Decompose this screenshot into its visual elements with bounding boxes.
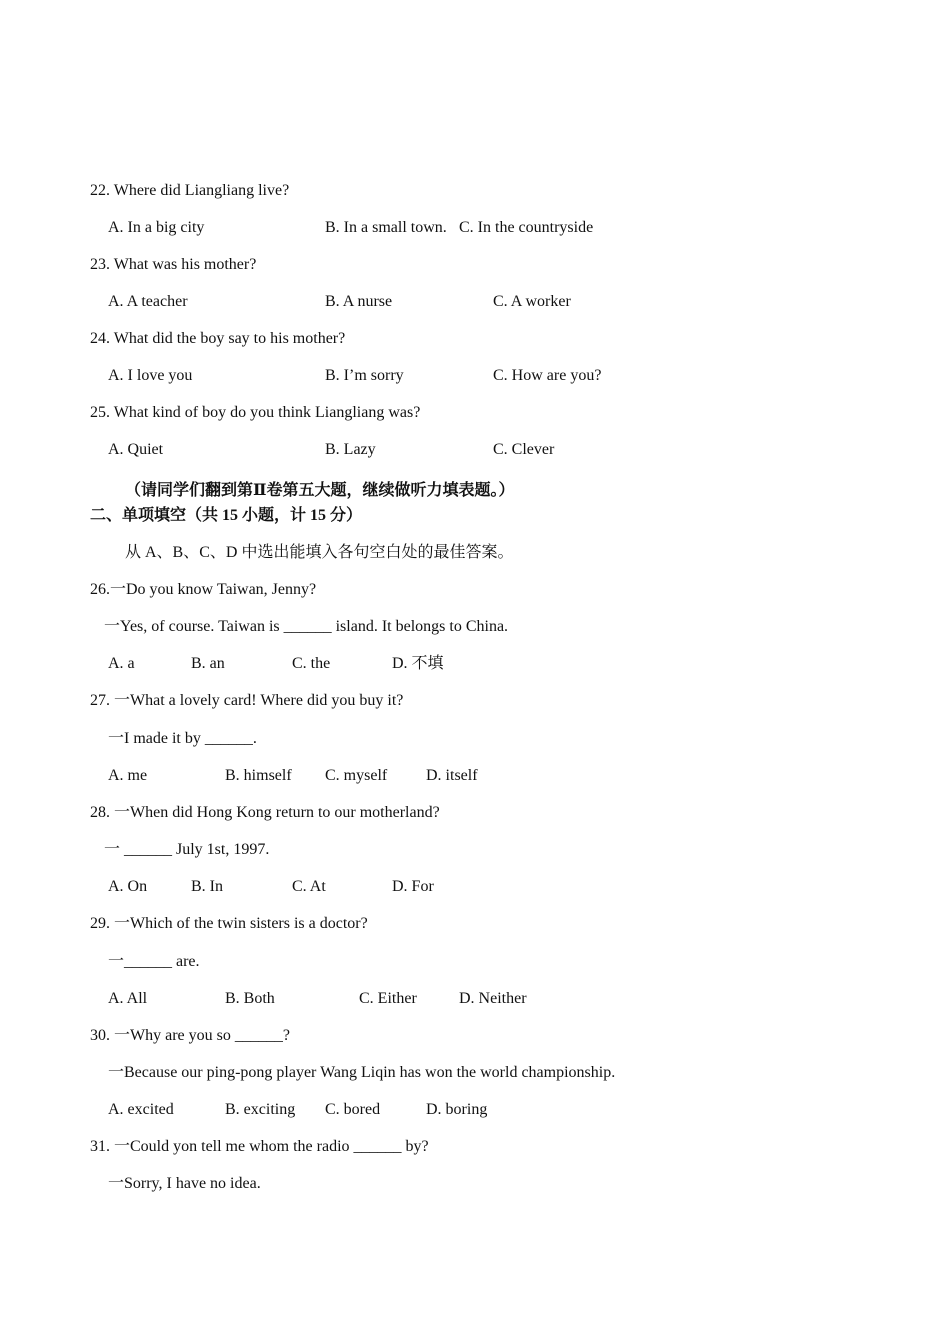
q24-option-b: B. I’m sorry [325, 367, 404, 384]
q28-option-d: D. For [392, 878, 434, 895]
q23-option-c: C. A worker [493, 293, 571, 310]
q28-option-c: C. At [292, 878, 326, 895]
q22-option-b: B. In a small town. [325, 219, 447, 236]
question-25: 25. What kind of boy do you think Liangliang was? [90, 404, 421, 421]
q30-option-d: D. boring [426, 1101, 488, 1118]
q28-option-b: B. In [191, 878, 223, 895]
q26-option-c: C. the [292, 655, 331, 672]
question-24: 24. What did the boy say to his mother? [90, 330, 346, 347]
q29-option-a: A. All [108, 990, 148, 1007]
question-31-response: 一Sorry, I have no idea. [108, 1175, 261, 1192]
q28-option-a: A. On [108, 878, 148, 895]
question-28-response: 一 ______ July 1st, 1997. [104, 841, 270, 858]
q22-option-a: A. In a big city [108, 219, 205, 236]
q24-option-c: C. How are you? [493, 367, 602, 384]
q29-option-c: C. Either [359, 990, 417, 1007]
q25-option-a: A. Quiet [108, 441, 164, 458]
q27-option-b: B. himself [225, 767, 292, 784]
question-22: 22. Where did Liangliang live? [90, 182, 290, 199]
section-2-heading: 二、单项填空（共 15 小题，计 15 分） [90, 507, 363, 524]
question-23: 23. What was his mother? [90, 256, 257, 273]
question-30: 30. 一Why are you so ______? [90, 1027, 290, 1044]
q27-option-c: C. myself [325, 767, 388, 784]
q26-option-a: A. a [108, 655, 135, 672]
question-27: 27. 一What a lovely card! Where did you buy it? [90, 692, 404, 709]
q29-option-d: D. Neither [459, 990, 527, 1007]
q27-option-d: D. itself [426, 767, 478, 784]
q26-option-d: D. 不填 [392, 655, 444, 672]
q22-option-c: C. In the countryside [459, 219, 594, 236]
q27-option-a: A. me [108, 767, 148, 784]
q24-option-a: A. I love you [108, 367, 193, 384]
listening-note: （请同学们翻到第Ⅱ卷第五大题，继续做听力填表题。） [125, 482, 515, 499]
q30-option-c: C. bored [325, 1101, 381, 1118]
q29-option-b: B. Both [225, 990, 275, 1007]
q23-option-b: B. A nurse [325, 293, 393, 310]
question-31: 31. 一Could yon tell me whom the radio ______ by? [90, 1138, 429, 1155]
question-27-response: 一I made it by ______. [108, 730, 257, 747]
q23-option-a: A. A teacher [108, 293, 188, 310]
q25-option-b: B. Lazy [325, 441, 376, 458]
q30-option-b: B. exciting [225, 1101, 296, 1118]
question-26-response: 一Yes, of course. Taiwan is ______ island. It belongs to China. [104, 618, 509, 635]
q30-option-a: A. excited [108, 1101, 174, 1118]
question-29: 29. 一Which of the twin sisters is a doctor? [90, 915, 368, 932]
question-28: 28. 一When did Hong Kong return to our motherland? [90, 804, 440, 821]
question-30-response: 一Because our ping-pong player Wang Liqin has won the world championship. [108, 1064, 616, 1081]
question-26: 26.一Do you know Taiwan, Jenny? [90, 581, 317, 598]
q25-option-c: C. Clever [493, 441, 555, 458]
section-2-instruction: 从 A、B、C、D 中选出能填入各句空白处的最佳答案。 [125, 544, 514, 561]
question-29-response: 一______ are. [108, 953, 200, 970]
q26-option-b: B. an [191, 655, 225, 672]
